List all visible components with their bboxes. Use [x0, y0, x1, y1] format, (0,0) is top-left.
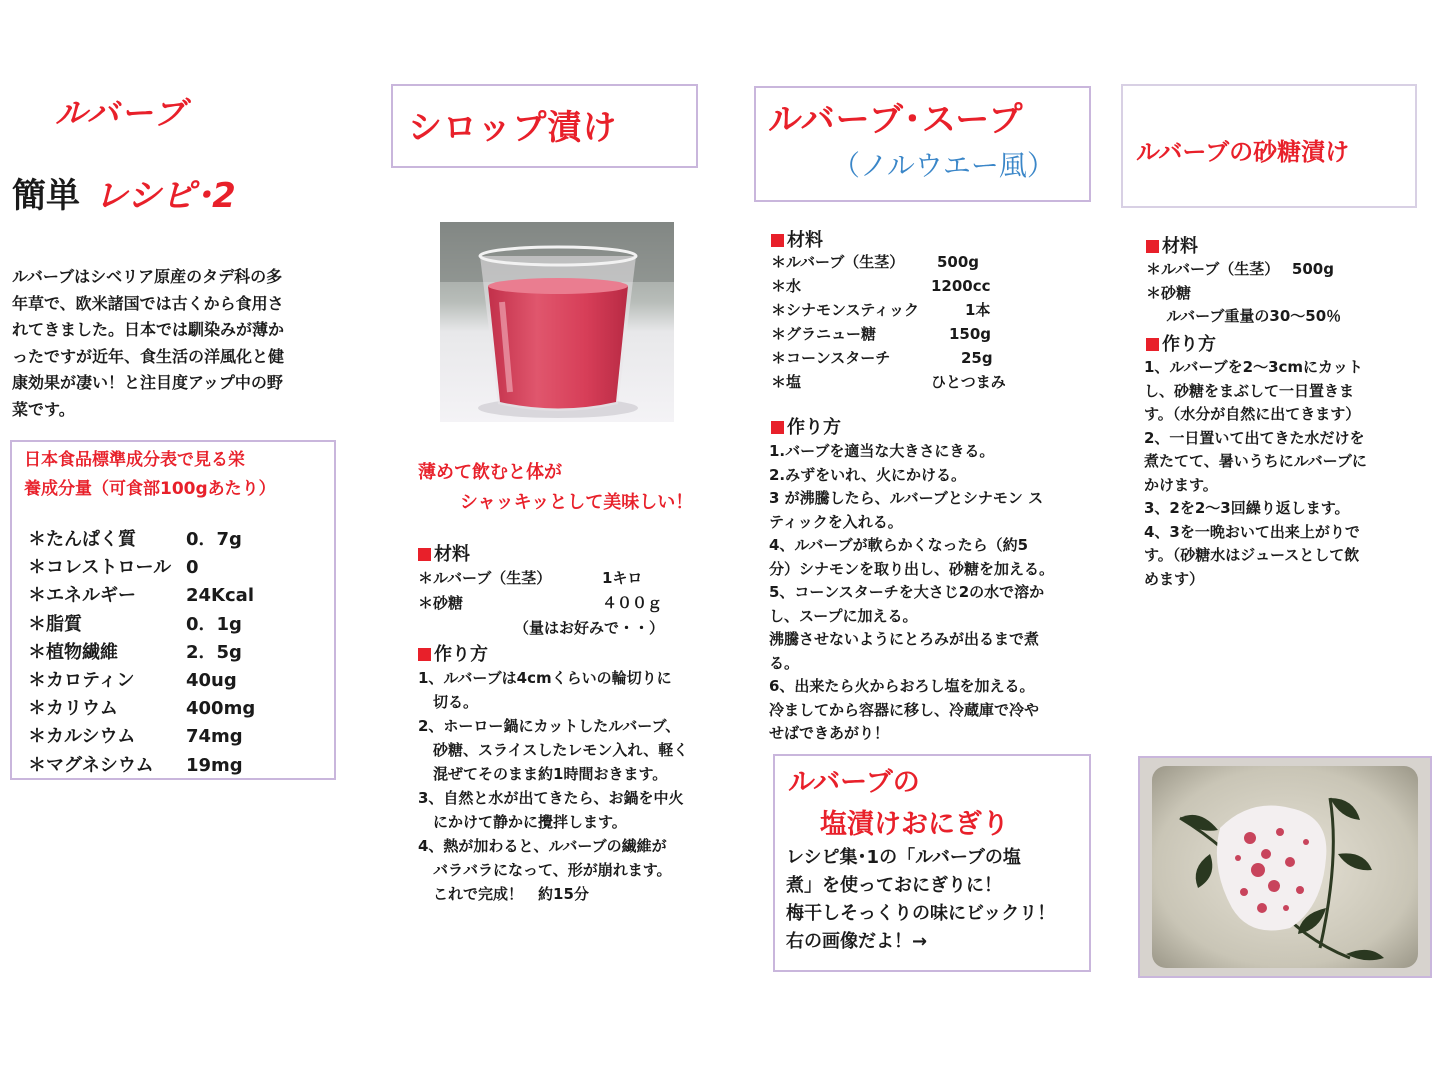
nutrition-row — [28, 639, 255, 667]
nutrition-heading-line: 日本食品標準成分表で見る栄 — [24, 450, 245, 470]
step-line: バラバラになって、形が崩れます。 — [418, 861, 672, 879]
material-amount: 500g — [937, 253, 980, 271]
page-subtitle — [12, 168, 236, 217]
nutrient-name: ＊コレストロール — [28, 557, 172, 579]
syrup-title: シロップ漬け — [408, 108, 618, 148]
material-amount: 25g — [961, 349, 993, 367]
nutrition-row — [28, 667, 255, 695]
material-line: ルバーブ重量の30～50％ — [1146, 307, 1342, 325]
heading-text: 材料 — [434, 544, 470, 565]
heading-text: 作り方 — [1162, 334, 1216, 355]
nutrient-name: ＊脂質 — [28, 613, 82, 635]
material-note: （量はお好みで・・） — [514, 619, 665, 637]
square-bullet-icon — [1146, 240, 1159, 253]
nutrient-value: 74mg — [186, 726, 243, 748]
step-line: 4、熱が加わると、ルバーブの繊維が — [418, 837, 667, 855]
step-line: す。（水分が自然に出てきます） — [1144, 405, 1361, 423]
heading-text: 作り方 — [434, 644, 488, 665]
step-line: これで完成！ 約15分 — [418, 885, 589, 903]
nutrient-name: ＊植物繊維 — [28, 641, 118, 663]
step-line: 1.バーブを適当な大きさにきる。 — [769, 442, 995, 460]
step-line: 2、ホーロー鍋にカットしたルバーブ、 — [418, 717, 681, 735]
nutrition-row — [28, 526, 255, 554]
soup-materials — [771, 250, 1006, 394]
heading-text: 材料 — [787, 230, 823, 251]
material-row — [771, 346, 1006, 370]
nutrient-value: 0．7g — [186, 529, 242, 550]
material-amount: 1キロ — [602, 569, 643, 587]
nutrition-heading-line: 養成分量（可食部100gあたり） — [24, 479, 276, 499]
step-line: 4、ルバーブが軟らかくなったら（約5 — [769, 536, 1029, 554]
nutrition-heading — [24, 446, 276, 504]
step-line: 沸騰させないようにとろみが出るまで煮 — [769, 630, 1040, 648]
square-bullet-icon — [418, 548, 431, 561]
step-line: ティックを入れる。 — [769, 512, 903, 531]
heading-text: 作り方 — [787, 417, 841, 438]
onigiri-line: 右の画像だよ！→ — [786, 931, 928, 952]
material-name: ＊コーンスターチ — [771, 349, 891, 367]
step-line: 3、2を2～3回繰り返します。 — [1144, 499, 1350, 517]
material-row — [771, 370, 1006, 394]
material-row — [418, 566, 664, 591]
syrup-catchphrase — [418, 458, 693, 518]
step-line: 3、自然と水が出てきたら、お鍋を中火 — [418, 789, 684, 807]
nutrient-value: 0 — [186, 557, 199, 579]
step-line: 1、ルバーブを2～3cmにカット — [1144, 358, 1363, 376]
material-row — [771, 322, 1006, 346]
onigiri-line: レシピ集･1の「ルバーブの塩 — [786, 847, 1021, 868]
step-line: 切る。 — [418, 693, 479, 711]
nutrient-value: 400mg — [186, 698, 256, 720]
nutrient-value: 24Kcal — [186, 585, 254, 607]
page-title: ルバーブ — [55, 94, 188, 132]
square-bullet-icon — [1146, 338, 1159, 351]
material-name: ＊砂糖 — [418, 594, 464, 612]
material-name: ＊ルバーブ（生茎） — [418, 569, 552, 587]
material-name: ＊シナモンスティック — [771, 301, 920, 319]
onigiri-line: 煮」を使っておにぎりに！ — [786, 875, 1002, 896]
intro-text — [12, 264, 284, 423]
soup-materials-heading — [771, 226, 823, 252]
nutrient-name: ＊カルシウム — [28, 726, 136, 748]
intro-line: れてきました。日本では馴染みが薄か — [12, 320, 285, 339]
nutrient-value: 2．5g — [186, 641, 242, 663]
step-line: 3 が沸騰したら、ルバーブとシナモン ス — [769, 489, 1044, 507]
candied-materials — [1146, 258, 1341, 329]
step-line: 2.みずをいれ、火にかける。 — [769, 465, 967, 484]
material-name: ＊ルバーブ（生茎） — [771, 253, 905, 271]
step-line: 分）シナモンを取り出し、砂糖を加える。 — [769, 559, 1055, 578]
nutrient-name: ＊マグネシウム — [28, 754, 154, 776]
nutrition-row — [28, 695, 255, 723]
step-line: かけます。 — [1144, 475, 1218, 494]
heading-text: 材料 — [1162, 236, 1198, 257]
step-line: めます） — [1144, 569, 1205, 588]
soup-title: ルバーブ･スープ — [768, 100, 1024, 140]
nutrition-row — [28, 554, 255, 582]
onigiri-photo — [1138, 756, 1432, 978]
intro-line: 菜です。 — [12, 399, 75, 419]
nutrient-value: 0．1g — [186, 613, 242, 635]
material-name: ＊塩 — [771, 373, 802, 391]
step-line: る。 — [769, 653, 800, 672]
nutrient-value: 40ug — [186, 670, 237, 692]
nutrient-name: ＊エネルギー — [28, 585, 136, 607]
intro-line: 年草で、欧米諸国では古くから食用さ — [12, 293, 284, 313]
intro-line: ルバーブはシベリア原産のタデ科の多 — [12, 267, 283, 286]
material-amount: ４００ｇ — [602, 594, 663, 612]
intro-line: ったですが近年、食生活の洋風化と健 — [12, 346, 285, 366]
material-amount: 150g — [949, 325, 992, 343]
nutrient-name: ＊カリウム — [28, 698, 118, 720]
material-name: ＊グラニュー糖 — [771, 325, 877, 343]
material-name: ＊水 — [771, 277, 802, 295]
material-row — [771, 274, 1006, 298]
step-line: し、砂糖をまぶして一日置きま — [1144, 381, 1355, 400]
nutrition-row — [28, 723, 255, 751]
intro-line: 康効果が凄い！と注目度アップ中の野 — [12, 373, 283, 392]
subtitle-plain: 簡単 — [12, 176, 80, 216]
candied-steps — [1144, 356, 1367, 591]
material-row — [771, 250, 1006, 274]
step-line: 6、出来たら火からおろし塩を加える。 — [769, 677, 1035, 695]
square-bullet-icon — [418, 648, 431, 661]
step-line: 混ぜてそのまま約1時間おきます。 — [418, 765, 668, 783]
nutrition-list — [28, 526, 255, 780]
square-bullet-icon — [771, 421, 784, 434]
material-amount: 1200cc — [931, 277, 991, 295]
step-line: にかけて静かに攪拌します。 — [418, 813, 627, 831]
step-line: 1、ルバーブは4cmくらいの輪切りに — [418, 669, 672, 687]
onigiri-text — [786, 844, 1055, 956]
nutrition-row — [28, 752, 255, 780]
syrup-steps-heading — [418, 640, 488, 666]
square-bullet-icon — [771, 234, 784, 247]
candied-title: ルバーブの砂糖漬け — [1136, 138, 1350, 166]
nutrition-row — [28, 582, 255, 610]
nutrient-value: 19mg — [186, 754, 243, 776]
step-line: す。（砂糖水はジュースとして飲 — [1144, 546, 1360, 564]
material-line: ＊砂糖 — [1146, 283, 1192, 302]
material-amount: 1本 — [965, 301, 991, 319]
subtitle-red: レシピ･2 — [94, 176, 236, 216]
material-row — [418, 591, 664, 616]
syrup-materials-heading — [418, 540, 470, 566]
nutrient-name: ＊たんぱく質 — [28, 529, 136, 550]
syrup-glass-image — [440, 222, 674, 422]
step-line: 5、コーンスターチを大さじ2の水で溶か — [769, 583, 1045, 601]
material-amount: ひとつまみ — [931, 373, 1006, 391]
catch-line: 薄めて飲むと体が — [418, 462, 562, 483]
step-line: 冷ましてから容器に移し、冷蔵庫で冷や — [769, 700, 1040, 719]
soup-steps-heading — [771, 413, 841, 439]
step-line: 4、3を一晩おいて出来上がりで — [1144, 522, 1360, 541]
soup-subtitle: （ノルウエー風） — [832, 149, 1055, 182]
step-line: 砂糖、スライスしたレモン入れ、軽く — [418, 741, 689, 759]
step-line: 2、一日置いて出てきた水だけを — [1144, 428, 1365, 447]
onigiri-title-line2: 塩漬けおにぎり — [820, 809, 1009, 840]
syrup-steps — [418, 666, 688, 906]
nutrition-row — [28, 611, 255, 639]
material-row — [771, 298, 1006, 322]
step-line: 煮たてて、暑いうちにルバーブに — [1144, 452, 1367, 470]
catch-line: シャッキッとして美味しい！ — [460, 492, 694, 513]
onigiri-title-line1: ルバーブの — [788, 767, 920, 798]
onigiri-line: 梅干しそっくりの味にビックリ！ — [786, 903, 1056, 924]
step-line: し、スープに加える。 — [769, 606, 918, 625]
candied-steps-heading — [1146, 330, 1216, 356]
material-line: ＊ルバーブ（生茎） 500g — [1146, 260, 1334, 278]
nutrient-name: ＊カロティン — [28, 670, 135, 692]
soup-steps — [769, 440, 1054, 746]
syrup-materials — [418, 566, 664, 641]
candied-materials-heading — [1146, 232, 1198, 258]
step-line: せばできあがり！ — [769, 724, 890, 742]
